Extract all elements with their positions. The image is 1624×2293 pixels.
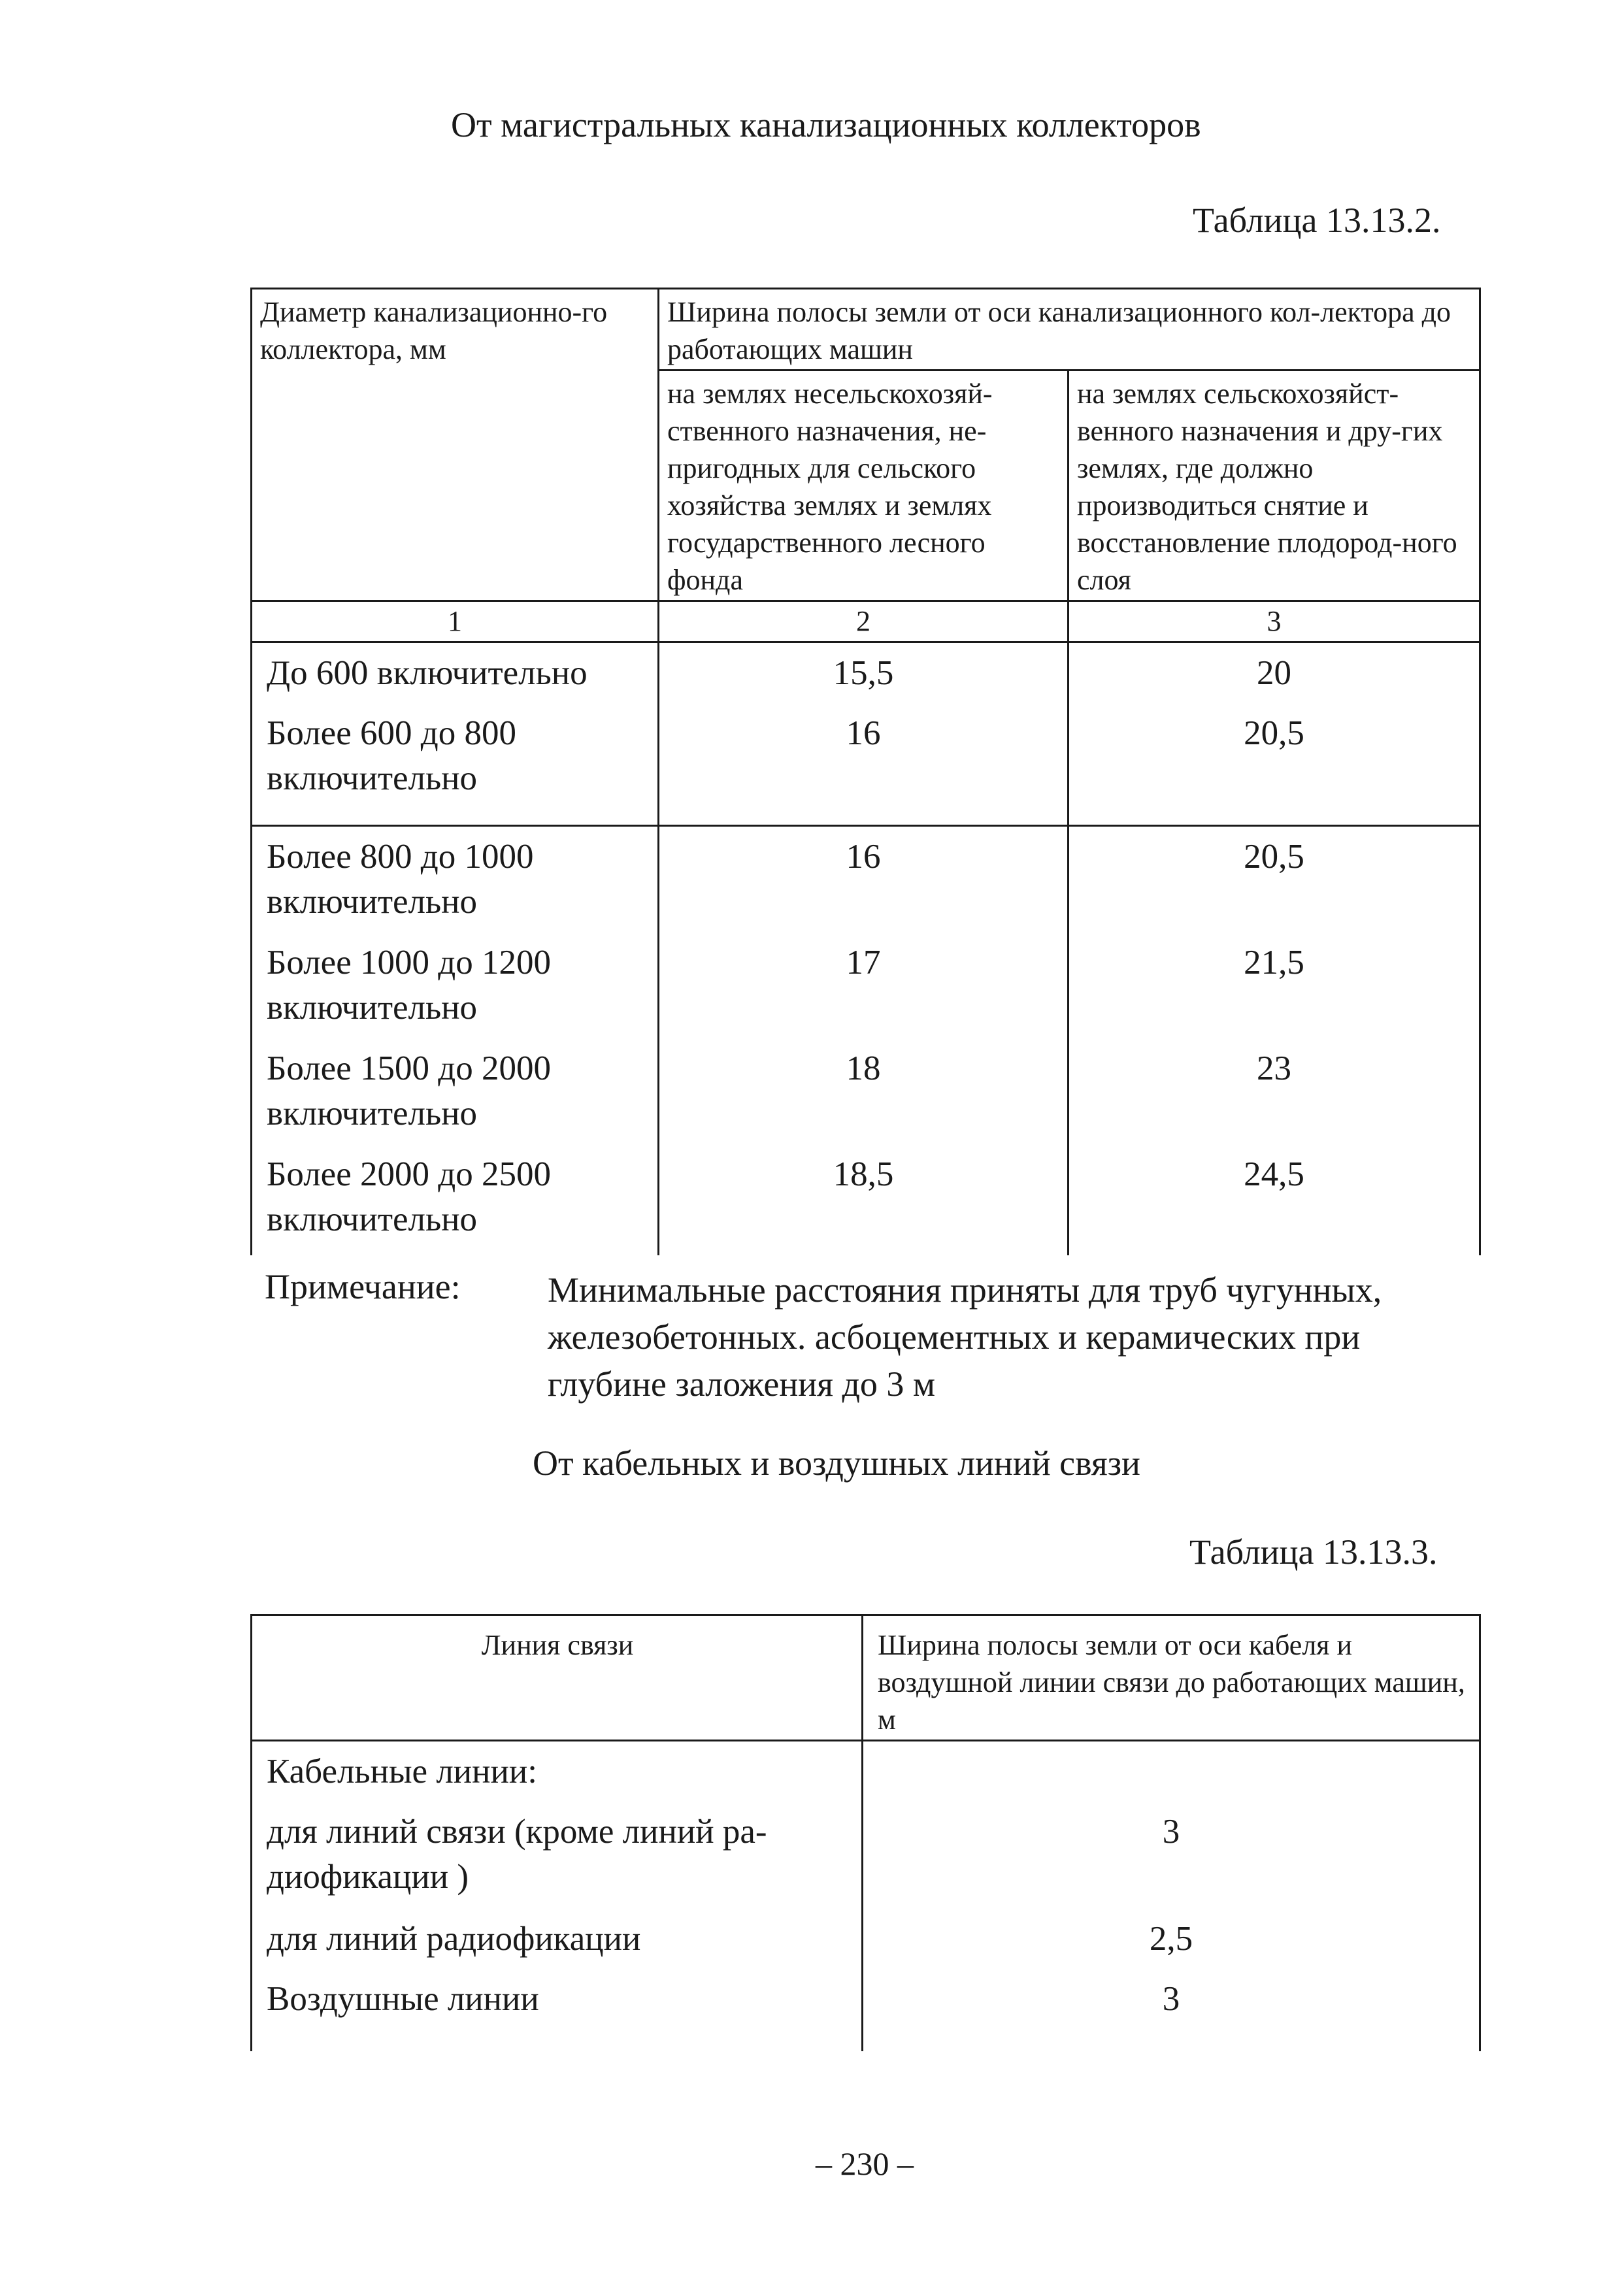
table-value: 18: [846, 1049, 881, 1087]
table-row-label: До 600 включительно: [267, 654, 588, 692]
table-row-label: Более 1500 до 2000 включительно: [267, 1049, 551, 1132]
table-row-label: Более 800 до 1000 включительно: [267, 838, 534, 921]
header-strip-width: Ширина полосы земли от оси кабеля и воздушной линии связи до работающих машин, м: [863, 1615, 1480, 1741]
table-value: 21,5: [1244, 944, 1304, 982]
column-number: 1: [252, 601, 659, 642]
column-number: 2: [659, 601, 1069, 642]
header-diameter: Диаметр канализационно-го коллектора, мм: [252, 289, 659, 601]
table-value: 15,5: [833, 654, 894, 692]
table-caption-13-13-3: Таблица 13.13.3.: [1189, 1532, 1438, 1572]
header-non-agricultural: на землях несельскохозяй-ственного назначения, не-пригодных для сельского хозяйства землях и землях государственного лесного фонда: [659, 371, 1069, 601]
table-value: 3: [1162, 1980, 1180, 2018]
table-value: 23: [1257, 1049, 1291, 1087]
page-number: – 230 –: [816, 2145, 914, 2182]
section-heading-sewer: От магистральных канализационных коллекторов: [451, 105, 1201, 144]
table-row-label: Воздушные линии: [267, 1980, 539, 2018]
table-sewer-collectors: [250, 288, 1481, 1255]
cell-group-1-non-agri: [659, 642, 1069, 826]
cell-group-2-non-agri: [659, 826, 1069, 1256]
table-value: 20,5: [1244, 714, 1304, 752]
table-value: 16: [846, 838, 881, 876]
table-row-label: Более 600 до 800 включительно: [267, 714, 516, 797]
table-value: 3: [1162, 1813, 1180, 1851]
table-value: [863, 1749, 1479, 1809]
cell-group-1-agri: [1069, 642, 1480, 826]
cell-group-1-diameters: [252, 642, 659, 826]
table-value: 20: [1257, 654, 1291, 692]
table-row-label: для линий связи (кроме линий ра-диофикации ): [267, 1813, 767, 1896]
header-line-type: Линия связи: [252, 1615, 863, 1741]
table-value: 2,5: [1149, 1920, 1193, 1958]
cell-widths: [863, 1741, 1480, 2052]
note-text: Минимальные расстояния приняты для труб чугунных, железобетонных. асбоцементных и керамических при глубине заложения до 3 м: [548, 1270, 1382, 1404]
header-strip-width: Ширина полосы земли от оси канализационного кол-лектора до работающих машин: [659, 289, 1480, 371]
table-row-label: для линий радиофикации: [267, 1920, 641, 1958]
section-heading-communication: От кабельных и воздушных линий связи: [533, 1443, 1140, 1483]
cell-group-2-diameters: [252, 826, 659, 1256]
table-value: 20,5: [1244, 838, 1304, 876]
table-communication-lines: [250, 1614, 1481, 2051]
cell-group-2-agri: [1069, 826, 1480, 1256]
column-number: 3: [1069, 601, 1480, 642]
table-caption-13-13-2: Таблица 13.13.2.: [1193, 201, 1441, 240]
header-agricultural: на землях сельскохозяйст-венного назначения и дру-гих землях, где должно производиться снятие и восстановление плодород-ного слоя: [1069, 371, 1480, 601]
table-row-label: Кабельные линии:: [267, 1753, 537, 1790]
table-value: 17: [846, 944, 881, 982]
table-value: 16: [846, 714, 881, 752]
table-value: 24,5: [1244, 1155, 1304, 1193]
table-row-label: Более 1000 до 1200 включительно: [267, 944, 551, 1027]
table-row-label: Более 2000 до 2500 включительно: [267, 1155, 551, 1238]
note-label: Примечание:: [265, 1267, 461, 1306]
cell-line-types: [252, 1741, 863, 2052]
table-value: 18,5: [833, 1155, 894, 1193]
